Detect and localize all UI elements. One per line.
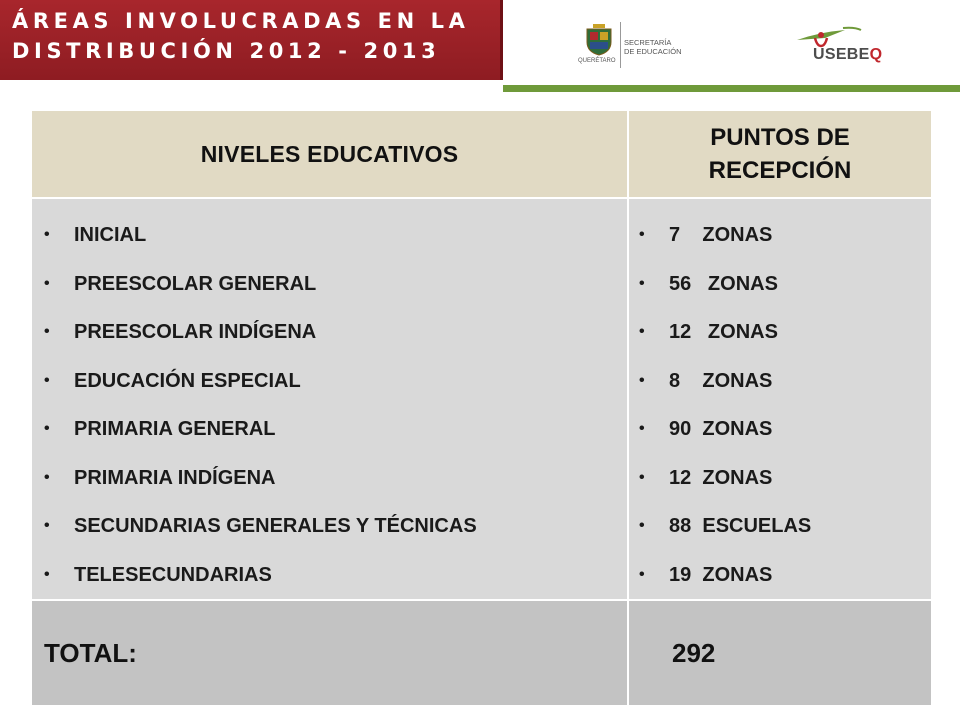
level-label: INICIAL — [74, 224, 147, 246]
secretaria-text: SECRETARÍA DE EDUCACIÓN — [624, 38, 682, 56]
reception-label: 90 ZONAS — [669, 418, 773, 440]
total-label: TOTAL: — [44, 637, 137, 668]
list-item — [32, 502, 627, 551]
table-header-row — [31, 110, 932, 198]
list-item — [629, 211, 931, 260]
coat-of-arms-icon — [584, 24, 614, 56]
header-puntos — [628, 110, 932, 198]
bullet-icon: • — [44, 226, 50, 243]
bullet-icon: • — [44, 323, 50, 340]
bullet-icon: • — [44, 420, 50, 437]
bullet-icon: • — [639, 323, 645, 340]
level-label: TELESECUNDARIAS — [74, 563, 272, 586]
reception-label: 19 ZONAS — [669, 563, 773, 586]
level-label: SECUNDARIAS GENERALES Y TÉCNICAS — [74, 515, 477, 537]
list-item — [629, 357, 931, 406]
levels-cell — [31, 198, 628, 600]
title-banner — [0, 0, 503, 80]
accent-divider — [503, 85, 960, 92]
reception-label: 88 ESCUELAS — [669, 515, 812, 537]
crest-caption: QUERÉTARO — [578, 58, 616, 64]
table-body-row — [31, 198, 932, 600]
level-label: PREESCOLAR GENERAL — [74, 272, 317, 295]
list-item — [32, 454, 627, 503]
header-niveles-label: NIVELES EDUCATIVOS — [200, 140, 459, 167]
usebeq-text-main: USEBE — [813, 46, 870, 63]
distribution-table — [30, 109, 933, 707]
bullet-icon: • — [639, 565, 645, 583]
level-label: EDUCACIÓN ESPECIAL — [74, 369, 301, 392]
bullet-icon: • — [639, 371, 645, 389]
list-item — [32, 357, 627, 406]
bullet-icon: • — [639, 226, 645, 243]
total-value-cell — [628, 600, 932, 706]
list-item — [629, 454, 931, 503]
bullet-icon: • — [639, 274, 645, 292]
list-item — [629, 260, 931, 309]
bullet-icon: • — [44, 517, 50, 534]
reception-label: 12 ZONAS — [669, 466, 773, 489]
list-item — [32, 551, 627, 600]
usebeq-wordmark — [813, 46, 882, 64]
reception-label: 12 ZONAS — [669, 321, 778, 343]
bullet-icon: • — [639, 468, 645, 486]
gobierno-queretaro-logo — [578, 22, 682, 70]
title-line-2: DISTRIBUCIÓN 2012 - 2013 — [12, 39, 441, 63]
usebeq-text-q: Q — [869, 46, 883, 63]
list-item — [629, 405, 931, 454]
list-item — [629, 551, 931, 600]
level-label: PRIMARIA INDÍGENA — [74, 466, 276, 489]
logo-separator — [620, 22, 621, 68]
list-item — [32, 308, 627, 357]
list-item — [32, 211, 627, 260]
reception-label: 7 ZONAS — [669, 224, 773, 246]
header-puntos-label: PUNTOS DE RECEPCIÓN — [708, 124, 852, 184]
reception-list — [629, 199, 931, 599]
level-label: PRIMARIA GENERAL — [74, 418, 276, 440]
usebeq-logo — [795, 24, 895, 68]
bullet-icon: • — [639, 517, 645, 534]
bullet-icon: • — [44, 468, 50, 486]
level-label: PREESCOLAR INDÍGENA — [74, 321, 317, 343]
list-item — [629, 308, 931, 357]
reception-cell — [628, 198, 932, 600]
bullet-icon: • — [44, 371, 50, 389]
header-niveles — [31, 110, 628, 198]
list-item — [32, 405, 627, 454]
reception-label: 8 ZONAS — [669, 369, 773, 392]
title-line-1: ÁREAS INVOLUCRADAS EN LA — [12, 9, 470, 33]
bullet-icon: • — [639, 420, 645, 437]
list-item — [629, 502, 931, 551]
bullet-icon: • — [44, 274, 50, 292]
levels-list — [32, 199, 627, 599]
bullet-icon: • — [44, 565, 50, 583]
list-item — [32, 260, 627, 309]
total-label-cell — [31, 600, 628, 706]
reception-label: 56 ZONAS — [669, 272, 778, 295]
total-value: 292 — [672, 637, 716, 668]
table-total-row — [31, 600, 932, 706]
